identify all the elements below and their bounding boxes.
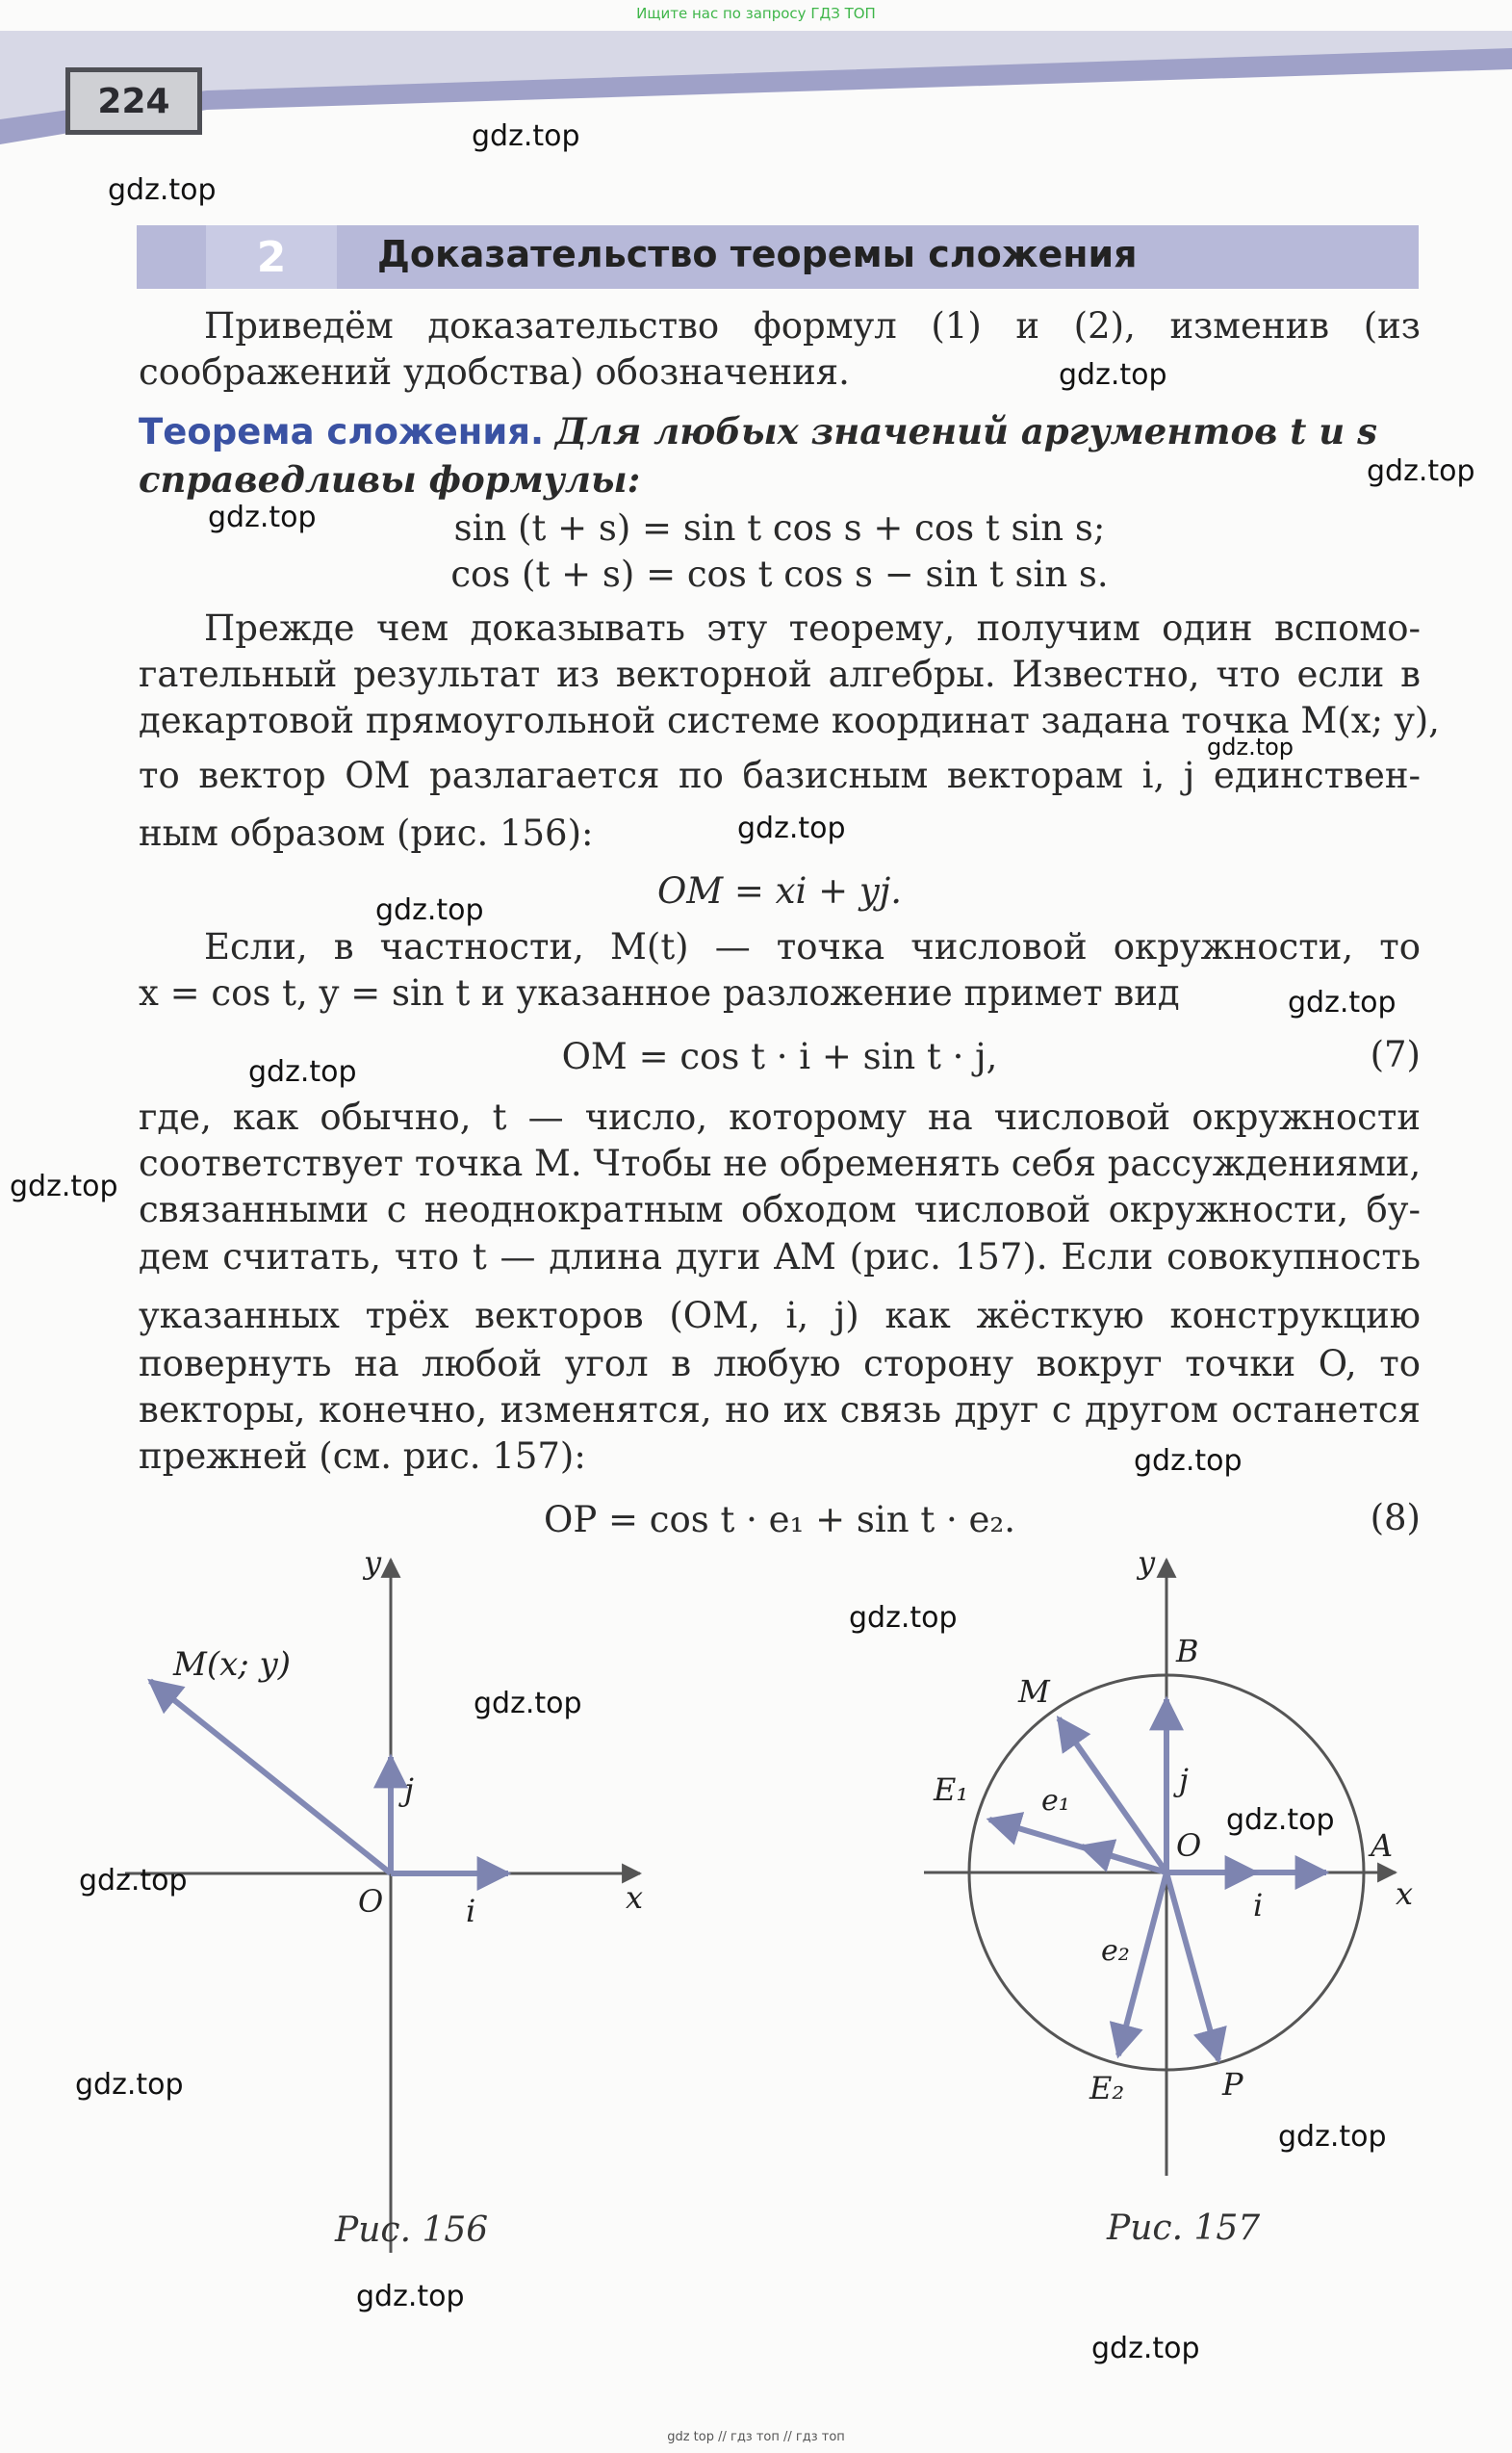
label-x: x xyxy=(1396,1875,1414,1912)
watermark: gdz.top xyxy=(1134,1444,1243,1478)
theorem-line-1 xyxy=(139,408,1421,455)
theorem-line-2: справедливы формулы: xyxy=(139,458,641,501)
figure-156-caption: Рис. 156 xyxy=(335,2210,489,2250)
theorem-label: Теорема сложения. xyxy=(139,411,545,452)
label-x: x xyxy=(626,1879,644,1916)
text-line: x = cos t, y = sin t и указанное разложение примет вид xyxy=(139,972,1180,1014)
text-line: Если, в частности, M(t) — точка числовой окружности, то xyxy=(204,926,1421,968)
text-line: где, как обычно, t — число, которому на числовой окружности xyxy=(139,1097,1421,1138)
theorem-text: Для любых значений аргументов t и s xyxy=(554,410,1377,452)
equation-8: OP = cos t · e₁ + sin t · e₂. xyxy=(544,1499,1015,1540)
watermark: gdz.top xyxy=(1278,2120,1387,2154)
label-y: y xyxy=(364,1544,382,1581)
label-e2-vector: e₂ xyxy=(1101,1934,1130,1968)
figure-156 xyxy=(115,1540,664,2272)
text-line: ным образом (рис. 156): xyxy=(139,813,594,854)
text-line: дем считать, что t — длина дуги AM (рис. 157). Если совокупность xyxy=(139,1236,1421,1278)
label-b: B xyxy=(1176,1633,1199,1669)
text-line: соображений удобства) обозначения. xyxy=(139,351,850,393)
figure-157-caption: Рис. 157 xyxy=(1107,2208,1261,2248)
page-header-band xyxy=(0,31,1512,166)
watermark: gdz.top xyxy=(472,119,580,153)
text-line: гательный результат из векторной алгебры. Известно, что если в xyxy=(139,654,1421,695)
bottom-note: gdz top // гдз топ // гдз топ xyxy=(667,2430,845,2444)
equation-7-number: (7) xyxy=(1370,1034,1421,1075)
equation-om: OM = xi + yj. xyxy=(656,870,903,912)
label-o: O xyxy=(358,1883,384,1920)
section-title: Доказательство теоремы сложения xyxy=(377,233,1138,275)
label-o: O xyxy=(1176,1827,1202,1864)
label-j: j xyxy=(1179,1762,1189,1798)
text-line: повернуть на любой угол в любую сторону вокруг точки O, то xyxy=(139,1343,1421,1384)
text-line: декартовой прямоугольной системе координат задана точка M(x; y), xyxy=(139,700,1440,741)
text-line: векторы, конечно, изменятся, но их связь друг с другом останется xyxy=(139,1389,1421,1431)
label-m: M xyxy=(1018,1673,1050,1710)
equation-7: OM = cos t · i + sin t · j, xyxy=(561,1036,998,1077)
watermark: gdz.top xyxy=(356,2280,465,2313)
watermark: gdz.top xyxy=(1367,454,1475,488)
label-y: y xyxy=(1138,1544,1156,1581)
watermark: gdz.top xyxy=(108,173,217,207)
label-e1: E₁ xyxy=(934,1771,969,1808)
watermark: gdz.top xyxy=(10,1170,118,1203)
label-e1-vector: e₁ xyxy=(1041,1784,1070,1818)
equation-8-number: (8) xyxy=(1370,1497,1421,1538)
watermark: gdz.top xyxy=(737,812,846,845)
formula-sin-sum: sin (t + s) = sin t cos s + cos t sin s; xyxy=(453,507,1106,549)
watermark: gdz.top xyxy=(1288,986,1397,1020)
watermark: gdz.top xyxy=(75,2068,184,2102)
watermark: gdz.top xyxy=(375,893,484,927)
section-number: 2 xyxy=(206,225,337,289)
watermark: gdz.top xyxy=(248,1055,357,1089)
label-j: j xyxy=(404,1771,414,1808)
label-a: A xyxy=(1371,1827,1394,1864)
label-e2: E₂ xyxy=(1089,2070,1125,2106)
label-i: i xyxy=(466,1893,476,1929)
vector-om xyxy=(150,1681,391,1873)
vector-om xyxy=(1059,1718,1166,1872)
text-line: Приведём доказательство формул (1) и (2), изменив (из xyxy=(204,305,1421,347)
text-line: то вектор OM разлагается по базисным векторам i, j единствен- xyxy=(139,755,1421,796)
page-number: 224 xyxy=(65,67,202,135)
watermark: gdz.top xyxy=(79,1864,188,1898)
watermark: gdz.top xyxy=(849,1601,958,1635)
label-p: P xyxy=(1222,2066,1243,2103)
figure-157 xyxy=(905,1540,1444,2272)
watermark: gdz.top xyxy=(1207,734,1294,761)
text-line: связанными с неоднократным обходом числовой окружности, бу- xyxy=(139,1189,1421,1230)
watermark: gdz.top xyxy=(1059,358,1167,392)
top-search-note: Ищите нас по запросу ГДЗ ТОП xyxy=(636,5,876,22)
label-m: M(x; y) xyxy=(173,1645,291,1684)
text-line: указанных трёх векторов (OM, i, j) как жёсткую конструкцию xyxy=(139,1295,1421,1336)
vector-op xyxy=(1166,1872,1218,2060)
watermark: gdz.top xyxy=(474,1687,582,1720)
watermark: gdz.top xyxy=(208,501,317,534)
formula-cos-sum: cos (t + s) = cos t cos s − sin t sin s. xyxy=(450,554,1109,595)
text-line: Прежде чем доказывать эту теорему, получим один вспомо- xyxy=(204,607,1421,649)
text-line: прежней (см. рис. 157): xyxy=(139,1435,586,1477)
watermark: gdz.top xyxy=(1226,1803,1335,1837)
label-i: i xyxy=(1253,1887,1264,1924)
text-line: соответствует точка M. Чтобы не обременять себя рассуждениями, xyxy=(139,1143,1422,1184)
watermark: gdz.top xyxy=(1091,2332,1200,2365)
